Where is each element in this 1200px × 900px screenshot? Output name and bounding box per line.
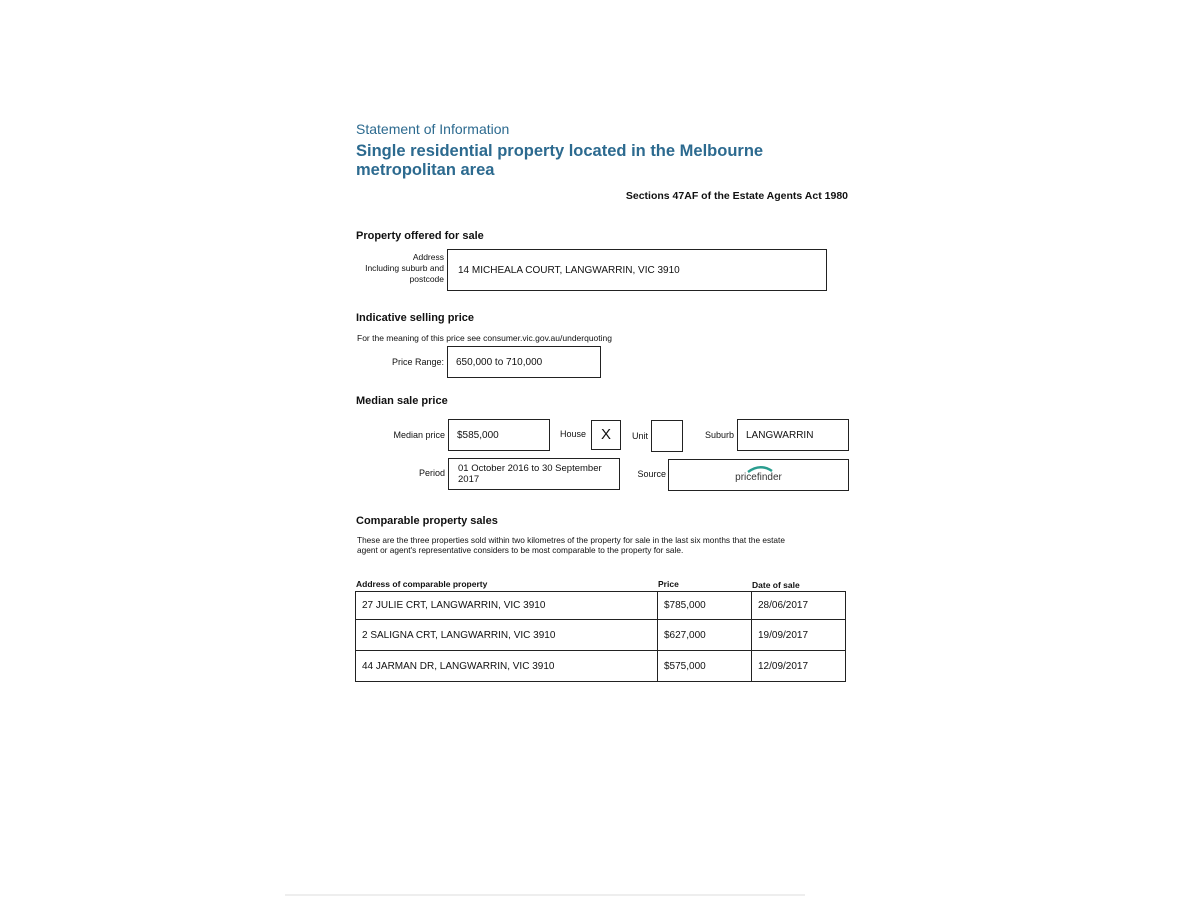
median-heading: Median sale price — [356, 395, 448, 407]
price-range-value: 650,000 to 710,000 — [456, 357, 543, 368]
source-label: Source — [637, 469, 666, 479]
suburb-field — [737, 419, 849, 451]
table-row — [356, 651, 846, 682]
table-row — [356, 592, 846, 620]
table-row — [356, 620, 846, 651]
comp-price-2: $627,000 — [658, 620, 752, 651]
period-line-2: 2017 — [458, 474, 480, 485]
comp-date-3: 12/09/2017 — [752, 651, 846, 682]
median-price-value: $585,000 — [457, 430, 499, 441]
address-label — [344, 252, 444, 285]
comparable-heading: Comparable property sales — [356, 515, 498, 527]
comparable-desc-line-2: agent or agent's representative considers to be most comparable to the property for sale. — [357, 545, 684, 555]
price-range-field — [447, 346, 601, 378]
comparable-desc-line-1: These are the three properties sold within two kilometres of the property for sale in the last six months that the estate — [357, 535, 785, 545]
comparable-description — [357, 535, 785, 555]
address-value: 14 MICHEALA COURT, LANGWARRIN, VIC 3910 — [458, 265, 680, 276]
kicker: Statement of Information — [356, 121, 510, 137]
offered-heading: Property offered for sale — [356, 230, 484, 242]
house-checkbox — [591, 420, 621, 450]
address-label-line-2: Including suburb and — [365, 263, 444, 273]
pricefinder-logo: pricefinder — [735, 472, 782, 483]
act-reference: Sections 47AF of the Estate Agents Act 1980 — [625, 190, 848, 202]
median-price-field — [448, 419, 550, 451]
comp-date-2: 19/09/2017 — [752, 620, 846, 651]
median-price-label: Median price — [393, 430, 445, 440]
col-header-address: Address of comparable property — [356, 579, 488, 589]
period-value — [458, 463, 602, 485]
suburb-label: Suburb — [704, 430, 734, 440]
address-label-line-3: postcode — [409, 274, 444, 284]
indicative-heading: Indicative selling price — [356, 312, 474, 324]
col-header-price: Price — [658, 579, 679, 589]
house-check-mark: X — [600, 426, 611, 443]
price-range-label: Price Range: — [391, 357, 444, 367]
period-label: Period — [418, 468, 445, 478]
title-line-2: metropolitan area — [356, 161, 495, 179]
comp-address-1: 27 JULIE CRT, LANGWARRIN, VIC 3910 — [356, 592, 658, 620]
address-label-line-1: Address — [412, 252, 444, 262]
unit-checkbox — [651, 420, 683, 452]
col-header-date: Date of sale — [752, 580, 800, 590]
address-field — [447, 249, 827, 291]
comp-price-1: $785,000 — [658, 592, 752, 620]
period-field — [448, 458, 620, 490]
unit-label: Unit — [632, 431, 649, 441]
comp-date-1: 28/06/2017 — [752, 592, 846, 620]
scan-edge-divider — [285, 894, 805, 896]
title-line-1: Single residential property located in the Melbourne — [356, 142, 764, 160]
suburb-value: LANGWARRIN — [746, 430, 814, 441]
comparable-table — [355, 591, 846, 682]
comp-address-2: 2 SALIGNA CRT, LANGWARRIN, VIC 3910 — [356, 620, 658, 651]
comp-price-3: $575,000 — [658, 651, 752, 682]
period-line-1: 01 October 2016 to 30 September — [458, 463, 602, 474]
source-field — [668, 459, 849, 491]
house-label: House — [560, 429, 587, 439]
comp-address-3: 44 JARMAN DR, LANGWARRIN, VIC 3910 — [356, 651, 658, 682]
indicative-note: For the meaning of this price see consumer.vic.gov.au/underquoting — [357, 333, 612, 343]
page-title — [356, 142, 763, 180]
